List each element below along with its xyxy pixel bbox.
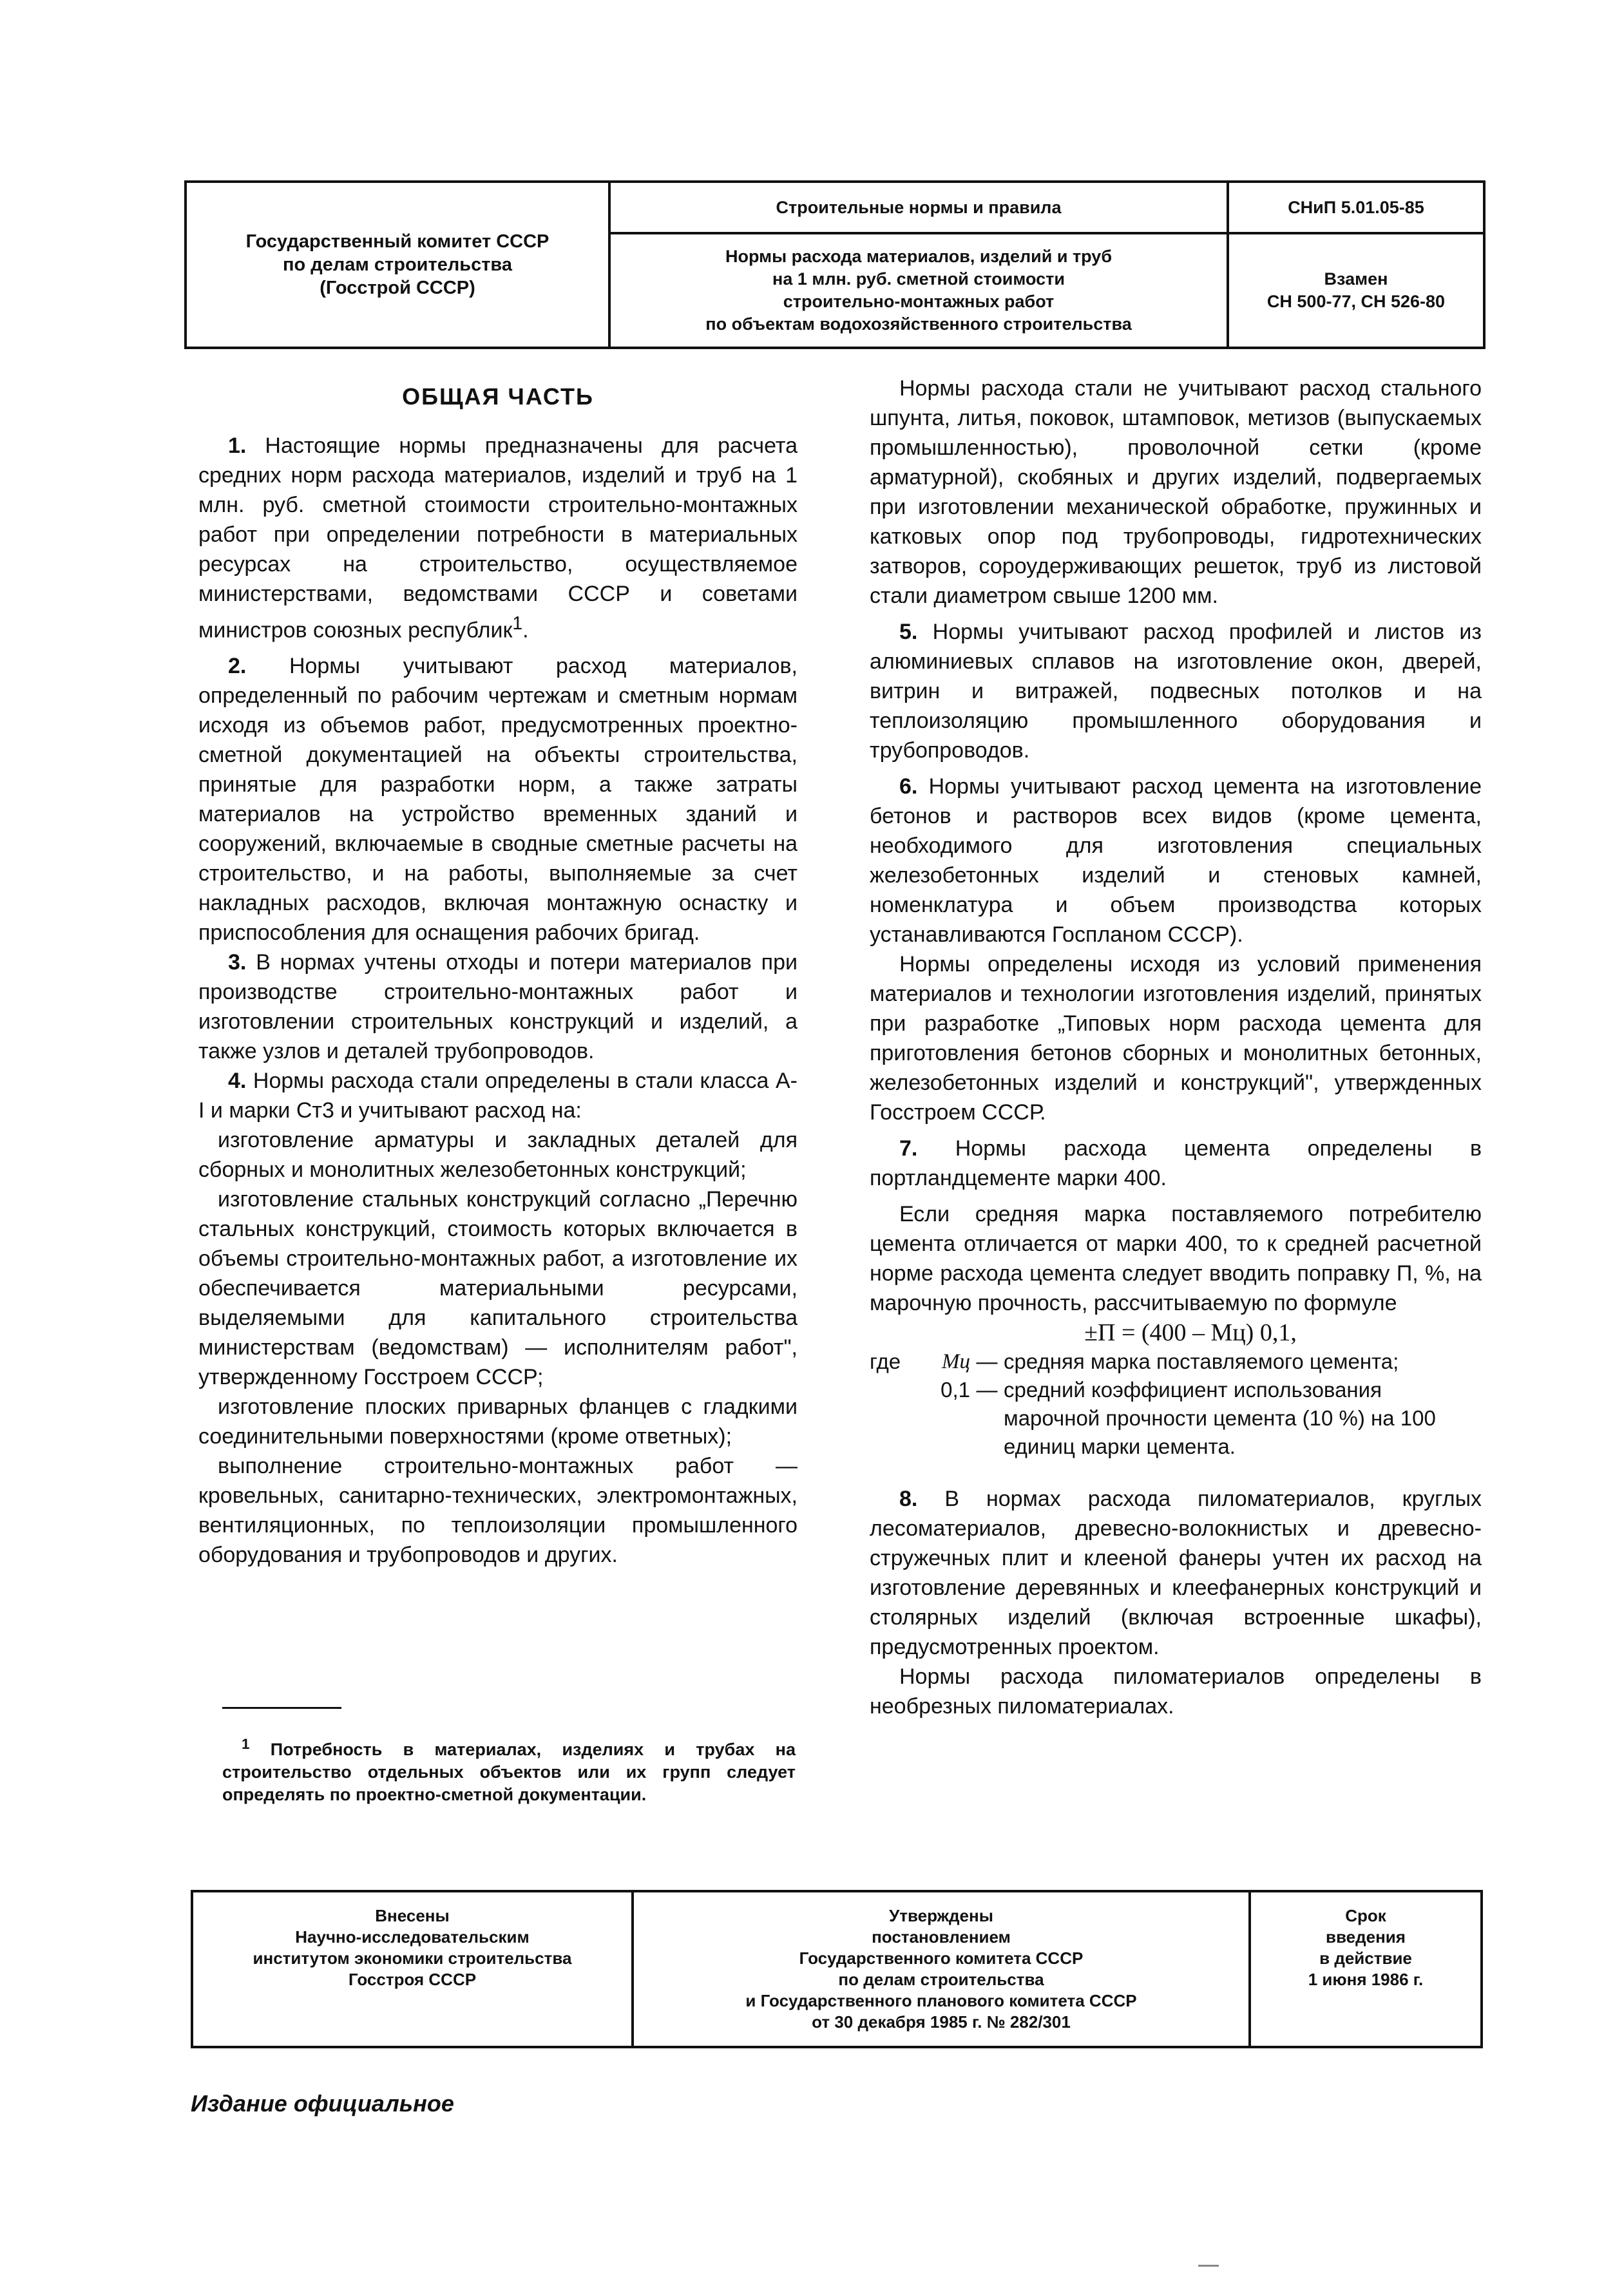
paragraph-text: Нормы учитывают расход цемента на изготовление бетонов и растворов всех видов (кроме цемента, необходимого для изготовления специальных железобетонных изделий и стеновых камней, номенклатура и объем производства которых устанавливаются Госпланом СССР).: [870, 774, 1482, 947]
legend-text: средний коэффициент использования марочной прочности цемента (10 %) на 100 единиц марки цемента.: [1004, 1378, 1436, 1458]
correction-formula: ±П = (400 – Mц) 0,1,: [1084, 1319, 1297, 1346]
paragraph-4b: изготовление стальных конструкций согласно „Перечню стальных конструкций, стоимость которых включается в объемы строительно-монтажных работ, а изготовление их обеспечивается материальными ресурсами, выделяемыми для капитального строительства министерствам (ведомствам) — исполнителям работ", утвержденному Госстроем СССР;: [198, 1187, 798, 1390]
edition-note: Издание официальное: [191, 2090, 454, 2117]
item-number: 8.: [899, 1487, 918, 1511]
paragraph-text: Нормы учитывают расход материалов, определенный по рабочим чертежам и сметным нормам исходя из объемов работ, предусмотренных проектно-сметной документацией на объекты строительства, принятые для разработки норм, а также затраты материалов на устройство временных зданий и сооружений, включаемые в сводные сметные расчеты на строительство, и на работы, выполняемые за счет накладных расходов, включая монтажную оснастку и приспособления для оснащения рабочих бригад.: [198, 654, 798, 946]
item-number: 7.: [899, 1136, 918, 1161]
footer-line: и Государственного планового комитета СССР: [745, 1991, 1137, 2010]
footer-line: Срок: [1345, 1906, 1386, 1925]
paragraph-4a: изготовление арматуры и закладных деталей для сборных и монолитных железобетонных конструкций;: [198, 1128, 798, 1183]
paragraph-7b: Если средняя марка поставляемого потребителю цемента отличается от марки 400, то к средней расчетной норме расхода цемента следует вводить поправку П, %, на марочную прочность, рассчитываемую по формуле: [870, 1202, 1482, 1315]
effective-date: [1250, 1891, 1482, 2047]
paragraph-1: [198, 431, 798, 645]
paragraph-6b: Нормы определены исходя из условий применения материалов и технологии изготовления изделий, принятых при разработке „Типовых норм расхода цемента для приготовления бетонов сборных и монолитных бетонных, железобетонных изделий и конструкций", утвержденных Госстроем СССР.: [870, 952, 1482, 1125]
footer-line: от 30 декабря 1985 г. № 282/301: [812, 2012, 1071, 2032]
footer-line: Научно-исследовательским: [295, 1927, 530, 1947]
document-footer-table: [191, 1890, 1483, 2048]
replaces-value: СН 500-77, СН 526-80: [1266, 292, 1446, 311]
item-number: 1.: [228, 433, 247, 458]
title-line: Нормы расхода материалов, изделий и труб: [725, 247, 1112, 266]
legend-symbol: Mц: [942, 1350, 970, 1373]
legend-text: средняя марка поставляемого цемента;: [1004, 1349, 1399, 1373]
paragraph-8b: Нормы расхода пиломатериалов определены в необрезных пиломатериалах.: [870, 1664, 1482, 1719]
section-title: ОБЩАЯ ЧАСТЬ: [402, 383, 594, 410]
footnote: [222, 1733, 796, 1806]
item-number: 2.: [228, 654, 247, 679]
footer-line: введения: [1326, 1927, 1406, 1947]
authority-line: (Госстрой СССР): [320, 278, 475, 298]
where-label: где: [870, 1349, 901, 1373]
footer-line: постановлением: [872, 1927, 1011, 1947]
paragraph-4e: Нормы расхода стали не учитывают расход стального шпунта, литья, поковок, штамповок, метизов (выпускаемых промышленностью), проволочной сетки (кроме арматурной), скобяных и других изделий, подвергаемых при изготовлении механической обработке, пружинных и катковых опор под трубопроводы, гидротехнических затворов, сороудерживающих решеток, труб из листовой стали диаметром свыше 1200 мм.: [870, 376, 1482, 608]
paragraph-text: В нормах расхода пиломатериалов, круглых лесоматериалов, древесно-волокнистых и древесно-стружечных плит и клееной фанеры учтен их расход на изготовление деревянных и клеефанерных конструкций и столярных изделий (включая встроенные шкафы), предусмотренных проектом.: [870, 1487, 1482, 1659]
footer-line: институтом экономики строительства: [253, 1948, 572, 1968]
paragraph-text: Нормы расхода стали определены в стали класса А-I и марки Ст3 и учитывают расход на:: [198, 1069, 798, 1123]
paragraph-7: [870, 1134, 1482, 1193]
legend-dash: —: [976, 1378, 998, 1402]
approved-by: [633, 1891, 1250, 2047]
page-mark: [1198, 2265, 1219, 2267]
right-column: [870, 374, 1482, 1721]
footnote-text: Потребность в материалах, изделиях и трубах на строительство отдельных объектов или их групп следует определять по проектно-сметной документации.: [222, 1740, 796, 1804]
paragraph-4d: выполнение строительно-монтажных работ — кровельных, санитарно-технических, электромонтажных, вентиляционных, по теплоизоляции промышленного оборудования и трубопроводов и других.: [198, 1454, 798, 1568]
title-line: на 1 млн. руб. сметной стоимости: [772, 269, 1065, 289]
left-column: [198, 377, 798, 1570]
footer-line: Утверждены: [889, 1906, 993, 1925]
paragraph-text: Нормы учитывают расход профилей и листов из алюминиевых сплавов на изготовление окон, дверей, витрин и витражей, подвесных потолков и на теплоизоляцию промышленного оборудования и трубопроводов.: [870, 620, 1482, 763]
document-title: [609, 233, 1228, 348]
document-code: СНиП 5.01.05-85: [1228, 182, 1484, 233]
item-number: 5.: [899, 620, 918, 644]
introduced-by: [192, 1891, 633, 2047]
paragraph-text: В нормах учтены отходы и потери материалов при производстве строительно-монтажных работ и изготовлении строительных конструкций и изделий, а также узлов и деталей трубопроводов.: [198, 950, 798, 1064]
footnote-mark: 1: [512, 613, 523, 634]
footer-line: Государственного комитета СССР: [799, 1948, 1084, 1968]
paragraph-6: [870, 772, 1482, 949]
replaces-label: Взамен: [1324, 269, 1388, 289]
item-number: 3.: [228, 950, 247, 975]
title-line: строительно-монтажных работ: [783, 292, 1055, 311]
footer-line: по делам строительства: [838, 1970, 1044, 1989]
item-number: 6.: [899, 774, 918, 799]
paragraph-4c: изготовление плоских приварных фланцев с гладкими соединительными поверхностями (кроме ответных);: [198, 1395, 798, 1449]
paragraph-4: [198, 1066, 798, 1125]
paragraph-text: Настоящие нормы предназначены для расчета средних норм расхода материалов, изделий и труб на 1 млн. руб. сметной стоимости строительно-монтажных работ при определении потребности в материальных ресурсах на строительство, осуществляемое министерствами, ведомствами СССР и советами министров союзных республик: [198, 433, 798, 643]
document-kind: Строительные нормы и правила: [609, 182, 1228, 233]
footnote-divider: [222, 1707, 341, 1709]
authority-line: по делам строительства: [283, 254, 512, 275]
formula-legend: [870, 1348, 1482, 1461]
issuing-authority: [186, 182, 609, 348]
footer-line: Внесены: [375, 1906, 450, 1925]
paragraph-2: [198, 651, 798, 948]
legend-symbol: 0,1: [941, 1378, 970, 1402]
title-line: по объектам водохозяйственного строительства: [705, 314, 1132, 334]
document-header-table: [184, 180, 1485, 349]
replaces-block: [1228, 233, 1484, 348]
footer-line: Госстроя СССР: [348, 1970, 477, 1989]
legend-dash: —: [976, 1349, 998, 1373]
authority-line: Государственный комитет СССР: [245, 231, 549, 252]
paragraph-3: [198, 948, 798, 1066]
paragraph-text: Нормы расхода цемента определены в портландцементе марки 400.: [870, 1136, 1482, 1190]
item-number: 4.: [228, 1069, 247, 1094]
footer-line: 1 июня 1986 г.: [1308, 1970, 1424, 1989]
footer-line: в действие: [1319, 1948, 1412, 1968]
paragraph-5: [870, 617, 1482, 765]
footnote-mark: 1: [242, 1736, 250, 1752]
paragraph-8: [870, 1484, 1482, 1662]
paragraph-end: .: [522, 618, 529, 643]
